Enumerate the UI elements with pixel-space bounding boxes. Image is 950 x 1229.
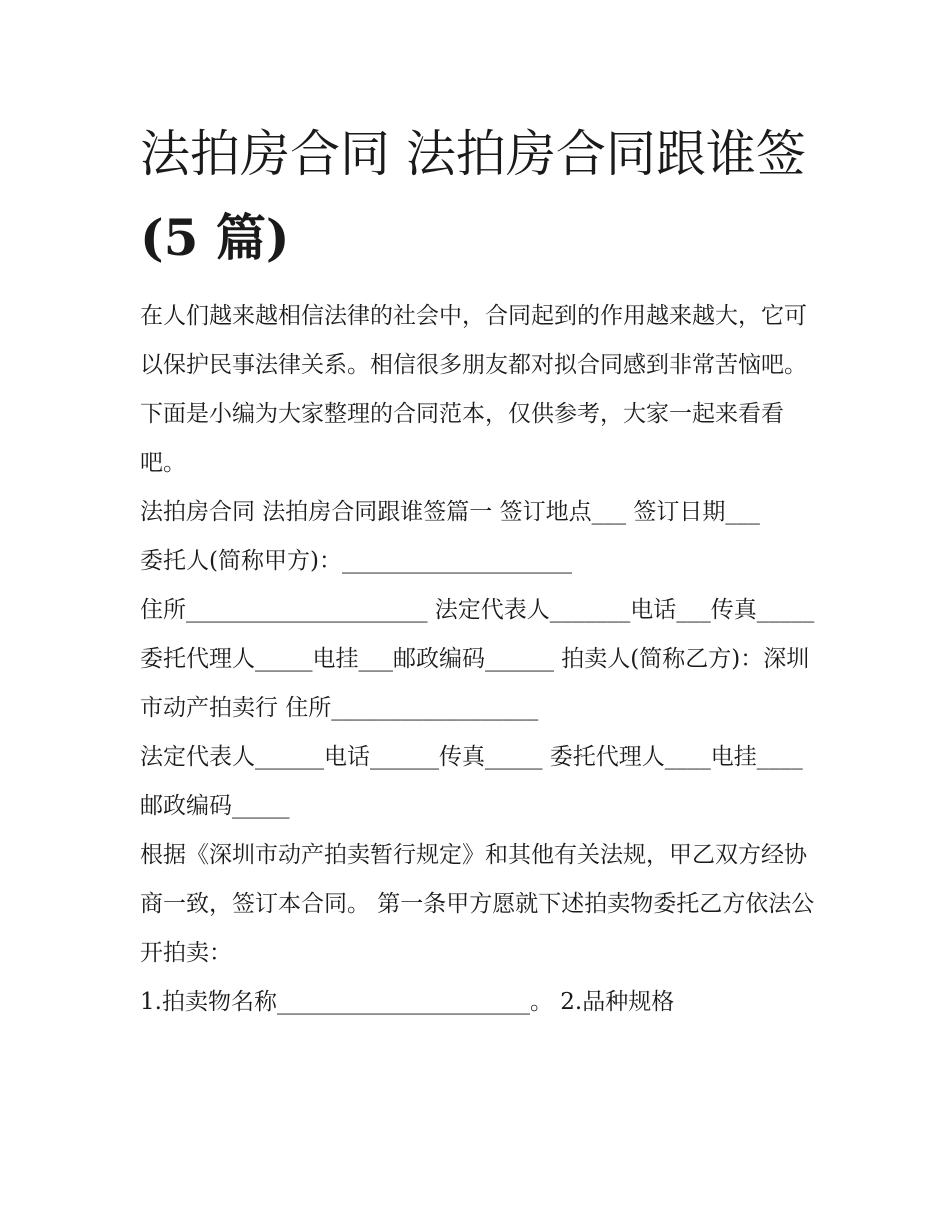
contract-paragraph-7: 1.拍卖物名称______________________。 2.品种规格: [140, 989, 675, 1015]
contract-paragraph-3: 住所_____________________ 法定代表人_______电话___传真_____: [140, 597, 815, 623]
intro-paragraph: 在人们越来越相信法律的社会中，合同起到的作用越来越大，它可以保护民事法律关系。相信很多朋友都对拟合同感到非常苦恼吧。下面是小编为大家整理的合同范本，仅供参考，大家一起来看看吧。: [140, 303, 807, 476]
document-page: [140, 112, 820, 1027]
title-line-2: (5 篇): [140, 208, 290, 267]
contract-paragraph-4: 委托代理人_____电挂___邮政编码______ 拍卖人(简称乙方)：深圳市动产拍卖行 住所__________________: [140, 646, 810, 721]
contract-paragraph-6: 根据《深圳市动产拍卖暂行规定》和其他有关法规，甲乙双方经协商一致，签订本合同。 第一条甲方愿就下述拍卖物委托乙方依法公开拍卖：: [140, 842, 815, 966]
contract-paragraph-5: 法定代表人______电话______传真_____ 委托代理人____电挂____邮政编码_____: [140, 744, 803, 819]
title-line-1: 法拍房合同 法拍房合同跟谁签: [140, 125, 806, 183]
document-title: [140, 112, 820, 280]
contract-paragraph-2: 委托人(简称甲方)：____________________: [140, 548, 572, 574]
contract-paragraph-1: 法拍房合同 法拍房合同跟谁签篇一 签订地点___ 签订日期___: [140, 499, 760, 525]
